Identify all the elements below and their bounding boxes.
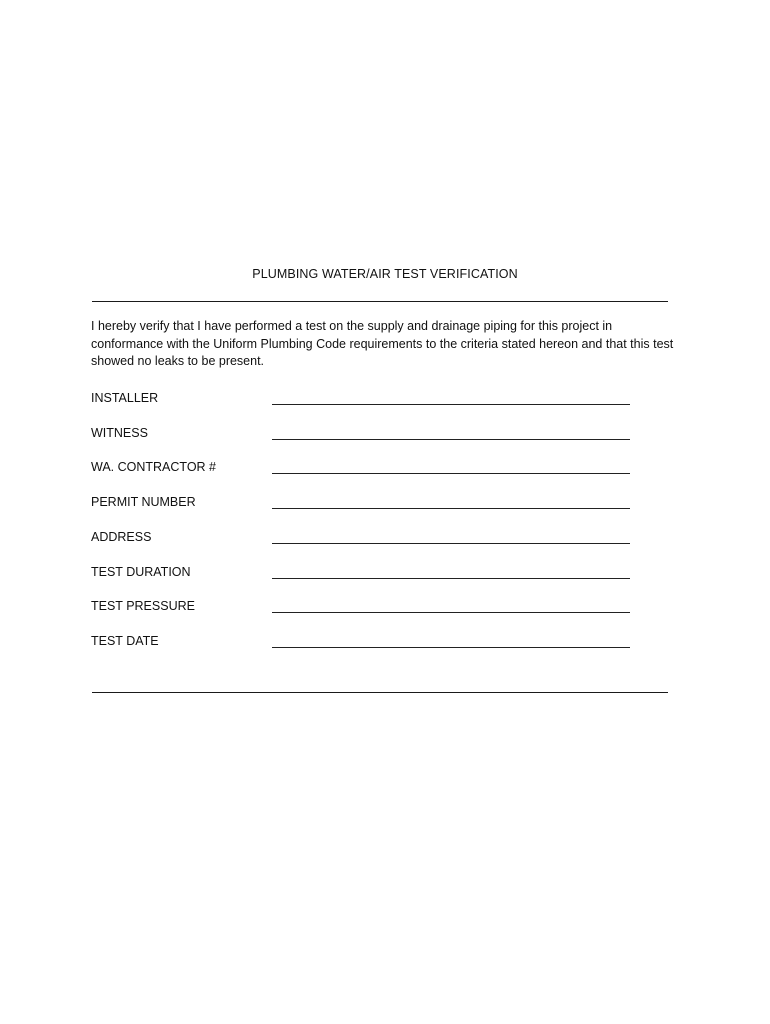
address-label: ADDRESS [91,530,152,544]
contractor-number-field [91,459,631,479]
address-line[interactable] [272,543,630,544]
form-title: PLUMBING WATER/AIR TEST VERIFICATION [252,267,518,281]
contractor-number-label: WA. CONTRACTOR # [91,460,217,474]
test-date-field [91,633,631,653]
witness-line[interactable] [272,439,630,440]
permit-number-field [91,494,631,514]
test-pressure-field [91,598,631,618]
permit-number-label: PERMIT NUMBER [91,495,196,509]
test-date-label: TEST DATE [91,634,159,648]
installer-field [91,390,631,410]
witness-field [91,425,631,445]
installer-label: INSTALLER [91,391,159,405]
test-pressure-label: TEST PRESSURE [91,599,195,613]
test-duration-line[interactable] [272,578,630,579]
bottom-divider [92,692,668,693]
permit-number-line[interactable] [272,508,630,509]
witness-label: WITNESS [91,426,148,440]
test-pressure-line[interactable] [272,612,630,613]
installer-line[interactable] [272,404,630,405]
top-divider [92,301,668,302]
verification-statement: I hereby verify that I have performed a test on the supply and drainage piping for this project in conformance with the Uniform Plumbing Code requirements to the criteria stated hereon and that this test showed no leaks to be present. [91,319,674,369]
test-duration-label: TEST DURATION [91,565,191,579]
test-date-line[interactable] [272,647,630,648]
test-duration-field [91,564,631,584]
contractor-number-line[interactable] [272,473,630,474]
address-field [91,529,631,549]
